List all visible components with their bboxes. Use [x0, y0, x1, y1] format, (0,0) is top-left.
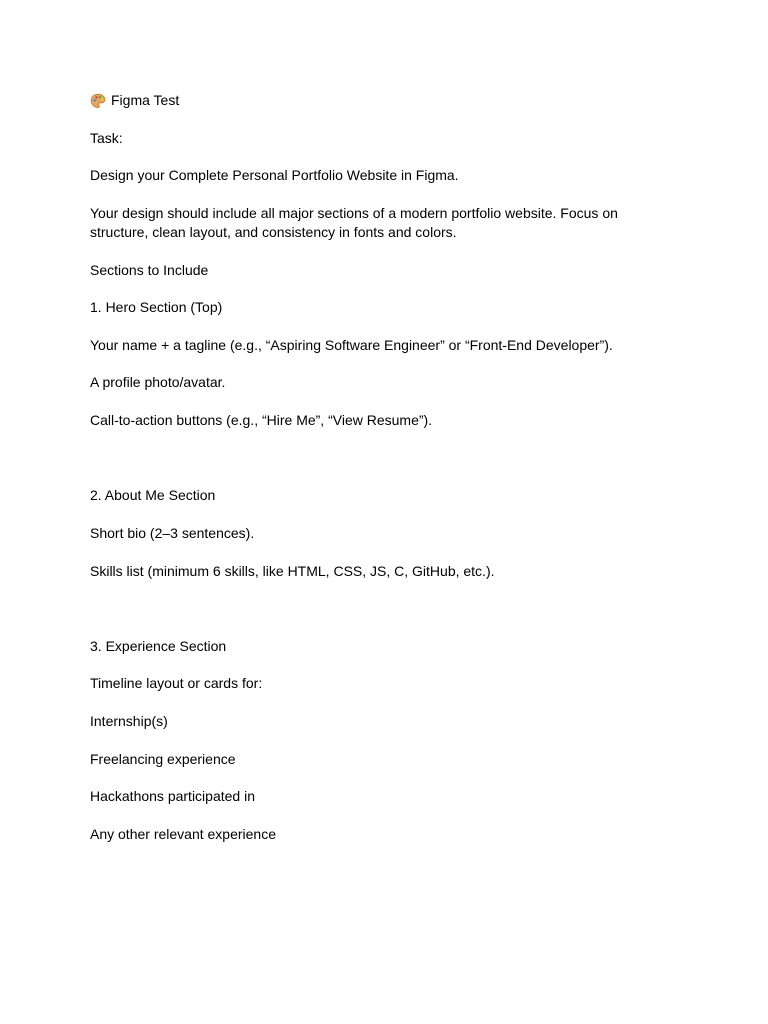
palette-icon [90, 93, 106, 109]
task-label: Task: [90, 130, 123, 146]
task-text: Design your Complete Personal Portfolio Website in Figma. [90, 167, 459, 183]
experience-item-freelancing: Freelancing experience [90, 751, 236, 767]
hero-item-photo: A profile photo/avatar. [90, 374, 226, 390]
experience-item-internship: Internship(s) [90, 713, 168, 729]
hero-section-heading: 1. Hero Section (Top) [90, 299, 223, 315]
about-item-skills: Skills list (minimum 6 skills, like HTML, CSS, JS, C, GitHub, etc.). [90, 563, 495, 579]
experience-item-hackathons: Hackathons participated in [90, 788, 255, 804]
hero-item-cta: Call-to-action buttons (e.g., “Hire Me”, “View Resume”). [90, 412, 433, 428]
about-item-bio: Short bio (2–3 sentences). [90, 525, 255, 541]
experience-section-heading: 3. Experience Section [90, 638, 227, 654]
document-title-text: Figma Test [111, 92, 180, 108]
experience-item-other: Any other relevant experience [90, 826, 276, 842]
hero-item-tagline: Your name + a tagline (e.g., “Aspiring Software Engineer” or “Front-End Developer”). [90, 337, 613, 353]
task-description: Your design should include all major sections of a modern portfolio website. Focus on structure, clean layout, and consistency in fonts and colors. [90, 205, 618, 240]
document-title [90, 91, 690, 110]
about-section-heading: 2. About Me Section [90, 487, 216, 503]
experience-intro: Timeline layout or cards for: [90, 675, 263, 691]
sections-heading: Sections to Include [90, 262, 209, 278]
